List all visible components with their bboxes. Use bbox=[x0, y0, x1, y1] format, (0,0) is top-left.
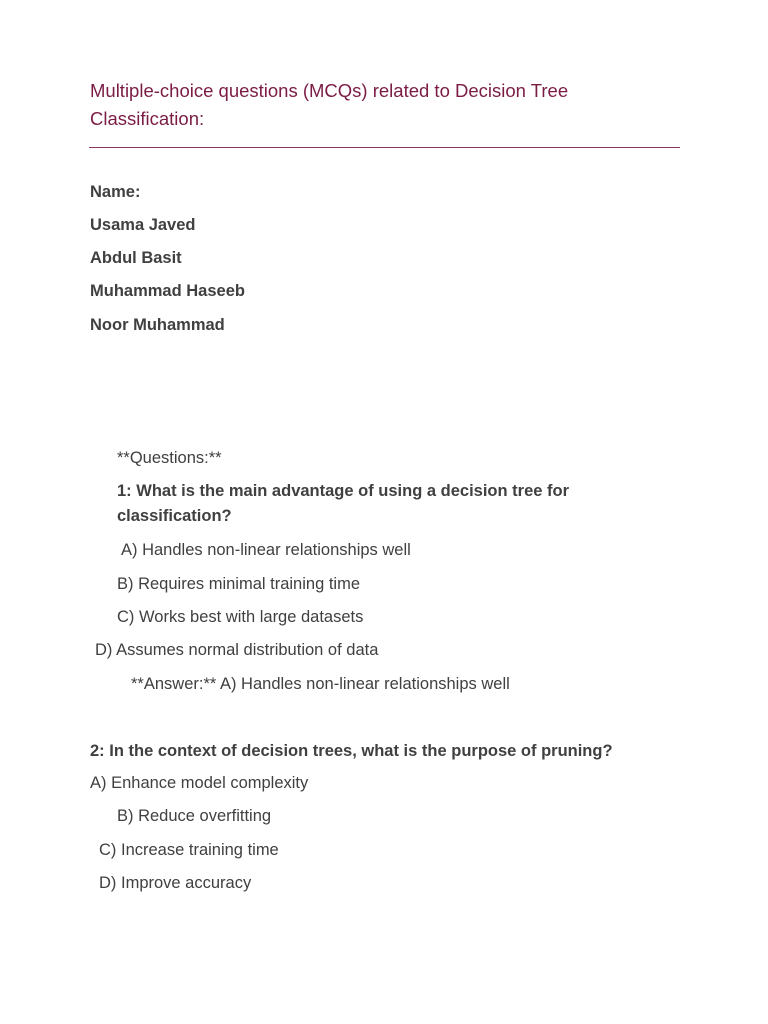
document-title: Multiple-choice questions (MCQs) related to Decision Tree Classification: bbox=[90, 80, 569, 129]
question-2-option-a: A) Enhance model complexity bbox=[90, 774, 309, 792]
member-name: Muhammad Haseeb bbox=[90, 282, 245, 300]
question-1-answer: **Answer:** A) Handles non-linear relationships well bbox=[131, 675, 510, 693]
question-2-option-b: B) Reduce overfitting bbox=[117, 807, 272, 825]
question-1-option-a: A) Handles non-linear relationships well bbox=[121, 541, 411, 559]
member-name: Noor Muhammad bbox=[90, 316, 225, 334]
question-1-option-c: C) Works best with large datasets bbox=[117, 608, 364, 626]
question-1-option-b: B) Requires minimal training time bbox=[117, 575, 360, 593]
title-divider bbox=[89, 147, 680, 148]
member-name: Usama Javed bbox=[90, 216, 196, 234]
name-label: Name: bbox=[90, 183, 141, 201]
question-2-option-c: C) Increase training time bbox=[99, 841, 279, 859]
questions-heading: **Questions:** bbox=[117, 449, 222, 467]
question-1-option-d: D) Assumes normal distribution of data bbox=[95, 641, 379, 659]
question-1-text: 1: What is the main advantage of using a decision tree for classification? bbox=[117, 482, 570, 525]
question-2-option-d: D) Improve accuracy bbox=[99, 874, 252, 892]
member-name: Abdul Basit bbox=[90, 249, 182, 267]
question-2-text: 2: In the context of decision trees, what is the purpose of pruning? bbox=[90, 742, 613, 760]
